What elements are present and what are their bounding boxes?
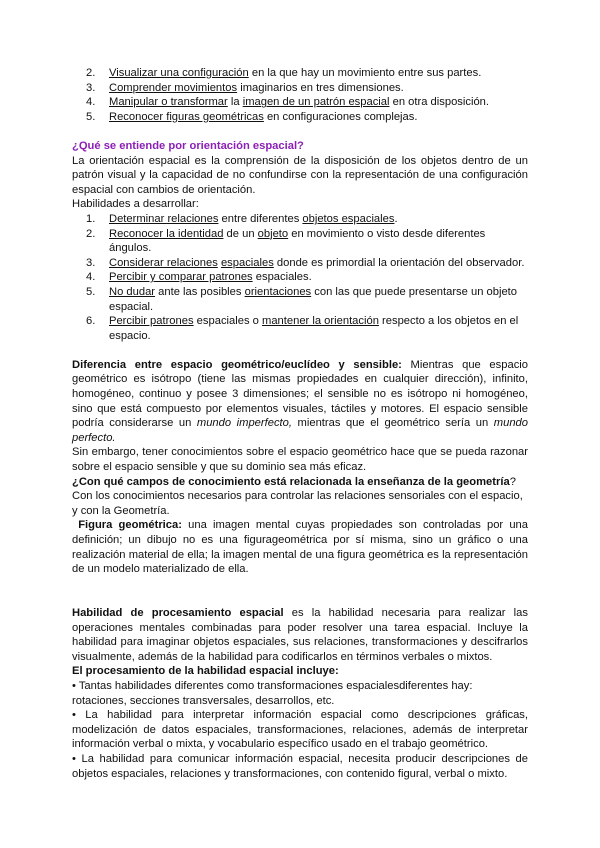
list-item-text: espaciales o xyxy=(193,315,262,328)
underlined-term: espaciales xyxy=(220,256,274,269)
list-item xyxy=(72,66,528,81)
underlined-term: Percibir patrones xyxy=(109,315,194,328)
underlined-term: orientaciones xyxy=(244,285,312,298)
list-item xyxy=(72,110,528,125)
list-item-number: 2. xyxy=(86,227,96,240)
geometric-knowledge-paragraph: Sin embargo, tener conocimientos sobre el espacio geométrico hace que se pueda razonar sobre el espacio sensible y que su dominio sea más eficaz. xyxy=(72,446,528,474)
underlined-term: Reconocer la identidad xyxy=(109,227,224,240)
geometric-figure-title: Figura geométrica: xyxy=(78,519,182,532)
list-item xyxy=(72,314,528,343)
underlined-term: Determinar relaciones xyxy=(109,212,219,225)
spatial-processing-paragraph xyxy=(72,606,528,664)
space-difference-paragraph xyxy=(72,358,528,446)
list-item-number: 4. xyxy=(86,271,96,284)
list-item-number: 3. xyxy=(86,81,96,94)
geometric-figure-paragraph xyxy=(72,518,528,576)
list-item xyxy=(72,95,528,110)
list-item xyxy=(72,212,528,227)
list-item-text: . xyxy=(394,212,398,225)
knowledge-fields-question-mark: ? xyxy=(509,475,516,488)
list-item-text: en otra disposición. xyxy=(389,96,490,109)
document-page xyxy=(72,66,528,781)
processing-bullet-2: • La habilidad para interpretar información espacial como descripciones gráficas, modelización de datos espaciales, transformaciones, relaciones, además de interpretar información verbal o mixta, y vocabulario específico usado en el trabajo geométrico. xyxy=(72,709,528,751)
underlined-term: objetos espaciales xyxy=(302,212,395,225)
list-item-text: ante las posibles xyxy=(155,285,245,298)
underlined-term: Reconocer figuras geométricas xyxy=(109,110,264,123)
underlined-term: imagen de un patrón espacial xyxy=(242,96,390,109)
list-item xyxy=(72,81,528,96)
underlined-term: mantener la orientación xyxy=(262,315,379,328)
underlined-term: Percibir y comparar patrones xyxy=(109,271,253,284)
list-item-text: espaciales. xyxy=(252,271,312,284)
list-item xyxy=(72,270,528,285)
list-item-text: imaginarios en tres dimensiones. xyxy=(237,81,404,94)
list-item-number: 5. xyxy=(86,110,96,123)
spatial-processing-title: Habilidad de procesamiento espacial xyxy=(72,606,284,619)
orientation-skills-list xyxy=(72,212,528,343)
skills-label: Habilidades a desarrollar: xyxy=(72,198,199,211)
list-item-text: en configuraciones complejas. xyxy=(263,110,418,123)
processing-bullet-1: • Tantas habilidades diferentes como transformaciones espacialesdiferentes hay: rotaciones, secciones transversales, desarrollos, etc. xyxy=(72,679,473,707)
underlined-term: objeto xyxy=(257,227,289,240)
processing-bullet-3: • La habilidad para comunicar información espacial, necesita producir descripciones de objetos espaciales, relaciones y transformaciones, con contenido figural, verbal o mixto. xyxy=(72,752,528,780)
list-item-text: en movimiento o visto desde diferentes ángulos. xyxy=(109,227,486,255)
list-item-number: 6. xyxy=(86,315,96,328)
list-item-text: donde es primordial la orientación del observador. xyxy=(273,256,525,269)
list-item-text: respecto a los objetos en el espacio. xyxy=(109,315,519,342)
list-item xyxy=(72,256,528,271)
list-item-number: 3. xyxy=(86,256,96,269)
underlined-term: Visualizar una configuración xyxy=(109,67,249,79)
orientation-question-heading: ¿Qué se entiende por orientación espacial? xyxy=(72,139,304,152)
knowledge-fields-question xyxy=(72,475,528,490)
underlined-term: No dudar xyxy=(109,285,156,298)
imperfect-world-term: mundo imperfecto, xyxy=(196,417,292,430)
list-item-text: entre diferentes xyxy=(218,212,303,225)
visualization-skills-list xyxy=(72,66,528,124)
space-difference-text-b: mientras que el geométrico sería un xyxy=(291,417,494,430)
list-item-number: 1. xyxy=(86,212,96,225)
spatial-processing-text: es la habilidad necesaria para realizar las operaciones mentales combinadas para poder resolver una tarea espacial. Incluye la habilidad para imaginar objetos espaciales, sus relaciones, transformaciones y descifrarlos visualmente, además de la habilidad para codificarlos en términos verbales o mixtos. xyxy=(72,606,528,663)
list-item-number: 5. xyxy=(86,285,96,298)
space-difference-title: Diferencia entre espacio geométrico/euclídeo y sensible: xyxy=(72,358,402,371)
geometric-figure-text: una imagen mental cuyas propiedades son controladas por una definición; un dibujo no es una figurageométrica por sí misma, sino un gráfico o una realización material de ella; la imagen mental de una figura geométrica es la representación de un modelo materializado de ella. xyxy=(72,519,528,576)
processing-includes-heading: El procesamiento de la habilidad espacial incluye: xyxy=(72,665,339,678)
list-item-number: 2. xyxy=(86,67,96,79)
space-difference-text-a: Mientras que espacio geométrico es isótropo (tiene las mismas propiedades en cualquier dirección), infinito, homogéneo, continuo y posee 3 dimensiones; el sensible no es isótropo ni homogéneo, sino que está compuesto por elementos visuales, táctiles y motores. El espacio sensible podría considerarse un xyxy=(72,358,528,430)
perfect-world-term: mundo perfecto. xyxy=(72,417,529,444)
knowledge-fields-question-text: ¿Con qué campos de conocimiento está relacionada la enseñanza de la geometría xyxy=(72,475,510,488)
list-item xyxy=(72,227,528,256)
list-item-text: con las que puede presentarse un objeto espacial. xyxy=(109,285,518,313)
list-item-text: en la que hay un movimiento entre sus partes. xyxy=(248,67,482,79)
list-item xyxy=(72,285,528,314)
underlined-term: Comprender movimientos xyxy=(109,81,238,94)
orientation-definition: La orientación espacial es la comprensión de la disposición de los objetos dentro de un patrón visual y la capacidad de no confundirse con la representación de una configuración espacial con cambios de orientación. xyxy=(72,154,528,196)
underlined-term: Manipular o transformar xyxy=(109,96,228,109)
underlined-term: Considerar relaciones xyxy=(109,256,218,269)
knowledge-fields-answer: Con los conocimientos necesarios para controlar las relaciones sensoriales con el espacio, y con la Geometría. xyxy=(72,490,523,517)
list-item-number: 4. xyxy=(86,96,96,109)
list-item-text: de un xyxy=(223,227,258,240)
list-item-text: la xyxy=(227,96,243,109)
